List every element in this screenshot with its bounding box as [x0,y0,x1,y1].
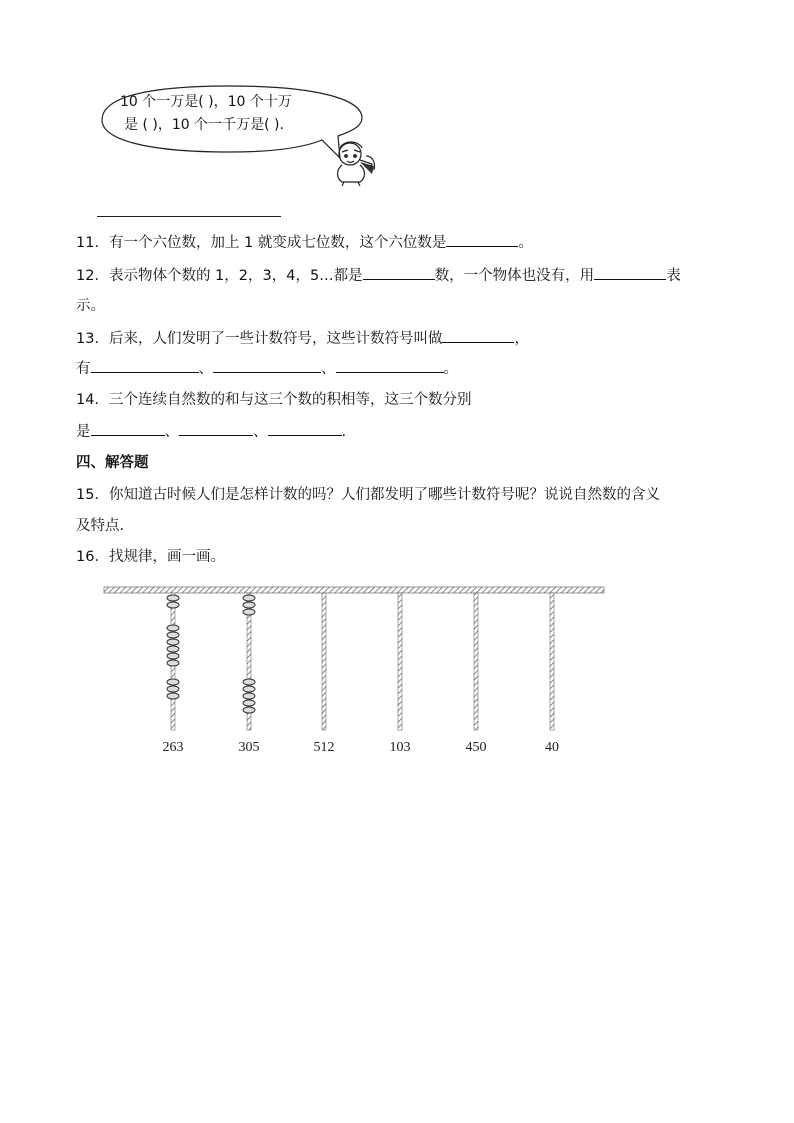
answer-blank-14a[interactable] [91,421,165,436]
rope-knot [167,679,179,685]
answer-blank-13d[interactable] [336,358,444,373]
rope-knot [243,679,255,685]
answer-blank-13a[interactable] [442,328,514,343]
answer-blank-12b[interactable] [594,265,666,280]
question-13-line2-start: 有 [76,361,91,377]
question-15-line-1: 15．你知道古时候人们是怎样计数的吗？人们都发明了哪些计数符号呢？说说自然数的含义 [76,487,660,503]
rope-number-label: 263 [162,740,184,755]
question-12-text: 12．表示物体个数的 1，2，3，4，5…都是 [76,268,363,284]
question-14: 14．三个连续自然数的和与这三个数的积相等，这三个数分别 [76,392,472,408]
section-heading: 四、解答题 [76,455,149,471]
rope-number-label: 103 [389,740,411,755]
question-14-line-2 [76,420,346,441]
separator: 、 [321,361,336,377]
question-13-line-2 [76,357,458,378]
rope-knot [167,625,179,631]
question-14-line2-end: . [341,424,347,440]
answer-blank-13b[interactable] [91,358,199,373]
question-12-mid: 数，一个物体也没有，用 [434,268,595,284]
question-15-line-2: 及特点. [76,518,125,534]
bubble-line-1: 10 个一万是( )，10 个十万 [120,94,292,110]
question-14-line2-start: 是 [76,424,91,440]
rope-knot [167,639,179,645]
rope-knot [167,660,179,666]
rope-knot [167,693,179,699]
bubble-line-2: 是 ( )，10 个一千万是( ). [124,117,284,133]
question-12-continuation: 示。 [76,298,105,314]
question-13-end: ， [514,331,529,347]
answer-blank-14b[interactable] [179,421,253,436]
rope-knot [167,595,179,601]
question-11-end: 。 [518,235,533,251]
answer-blank-14c[interactable] [268,421,342,436]
rope-knot [167,602,179,608]
rope-knot [243,693,255,699]
rope-knot [167,653,179,659]
rope-knot [167,632,179,638]
rope-knot [243,700,255,706]
rope-number-label: 305 [238,740,260,755]
rope-3 [322,593,326,730]
rope-knot [243,609,255,615]
separator: 、 [253,424,268,440]
question-12-end: 表 [666,268,681,284]
answer-line[interactable] [97,216,281,217]
rope-knot [167,686,179,692]
question-11 [76,231,533,252]
rope-knot [167,646,179,652]
answer-blank-13c[interactable] [213,358,321,373]
question-13 [76,327,529,348]
question-13-line2-end: 。 [443,361,458,377]
rope-knot [243,595,255,601]
question-12 [76,264,681,285]
child-cartoon-image [330,138,380,188]
rope-4 [398,593,402,730]
rope-knot [243,602,255,608]
top-bar [104,587,604,593]
knotted-rope-figure [100,584,610,764]
question-11-text: 11．有一个六位数，加上 1 就变成七位数，这个六位数是 [76,235,447,251]
answer-blank-12a[interactable] [363,265,435,280]
separator: 、 [164,424,179,440]
rope-number-label: 512 [313,740,335,755]
separator: 、 [198,361,213,377]
rope-number-label: 450 [465,740,487,755]
rope-6 [550,593,554,730]
question-13-text: 13．后来，人们发明了一些计数符号，这些计数符号叫做 [76,331,443,347]
rope-knot [243,686,255,692]
rope-knot [243,707,255,713]
answer-blank-11[interactable] [446,232,518,247]
rope-5 [474,593,478,730]
rope-number-label: 40 [545,740,559,755]
question-16: 16．找规律，画一画。 [76,549,225,565]
